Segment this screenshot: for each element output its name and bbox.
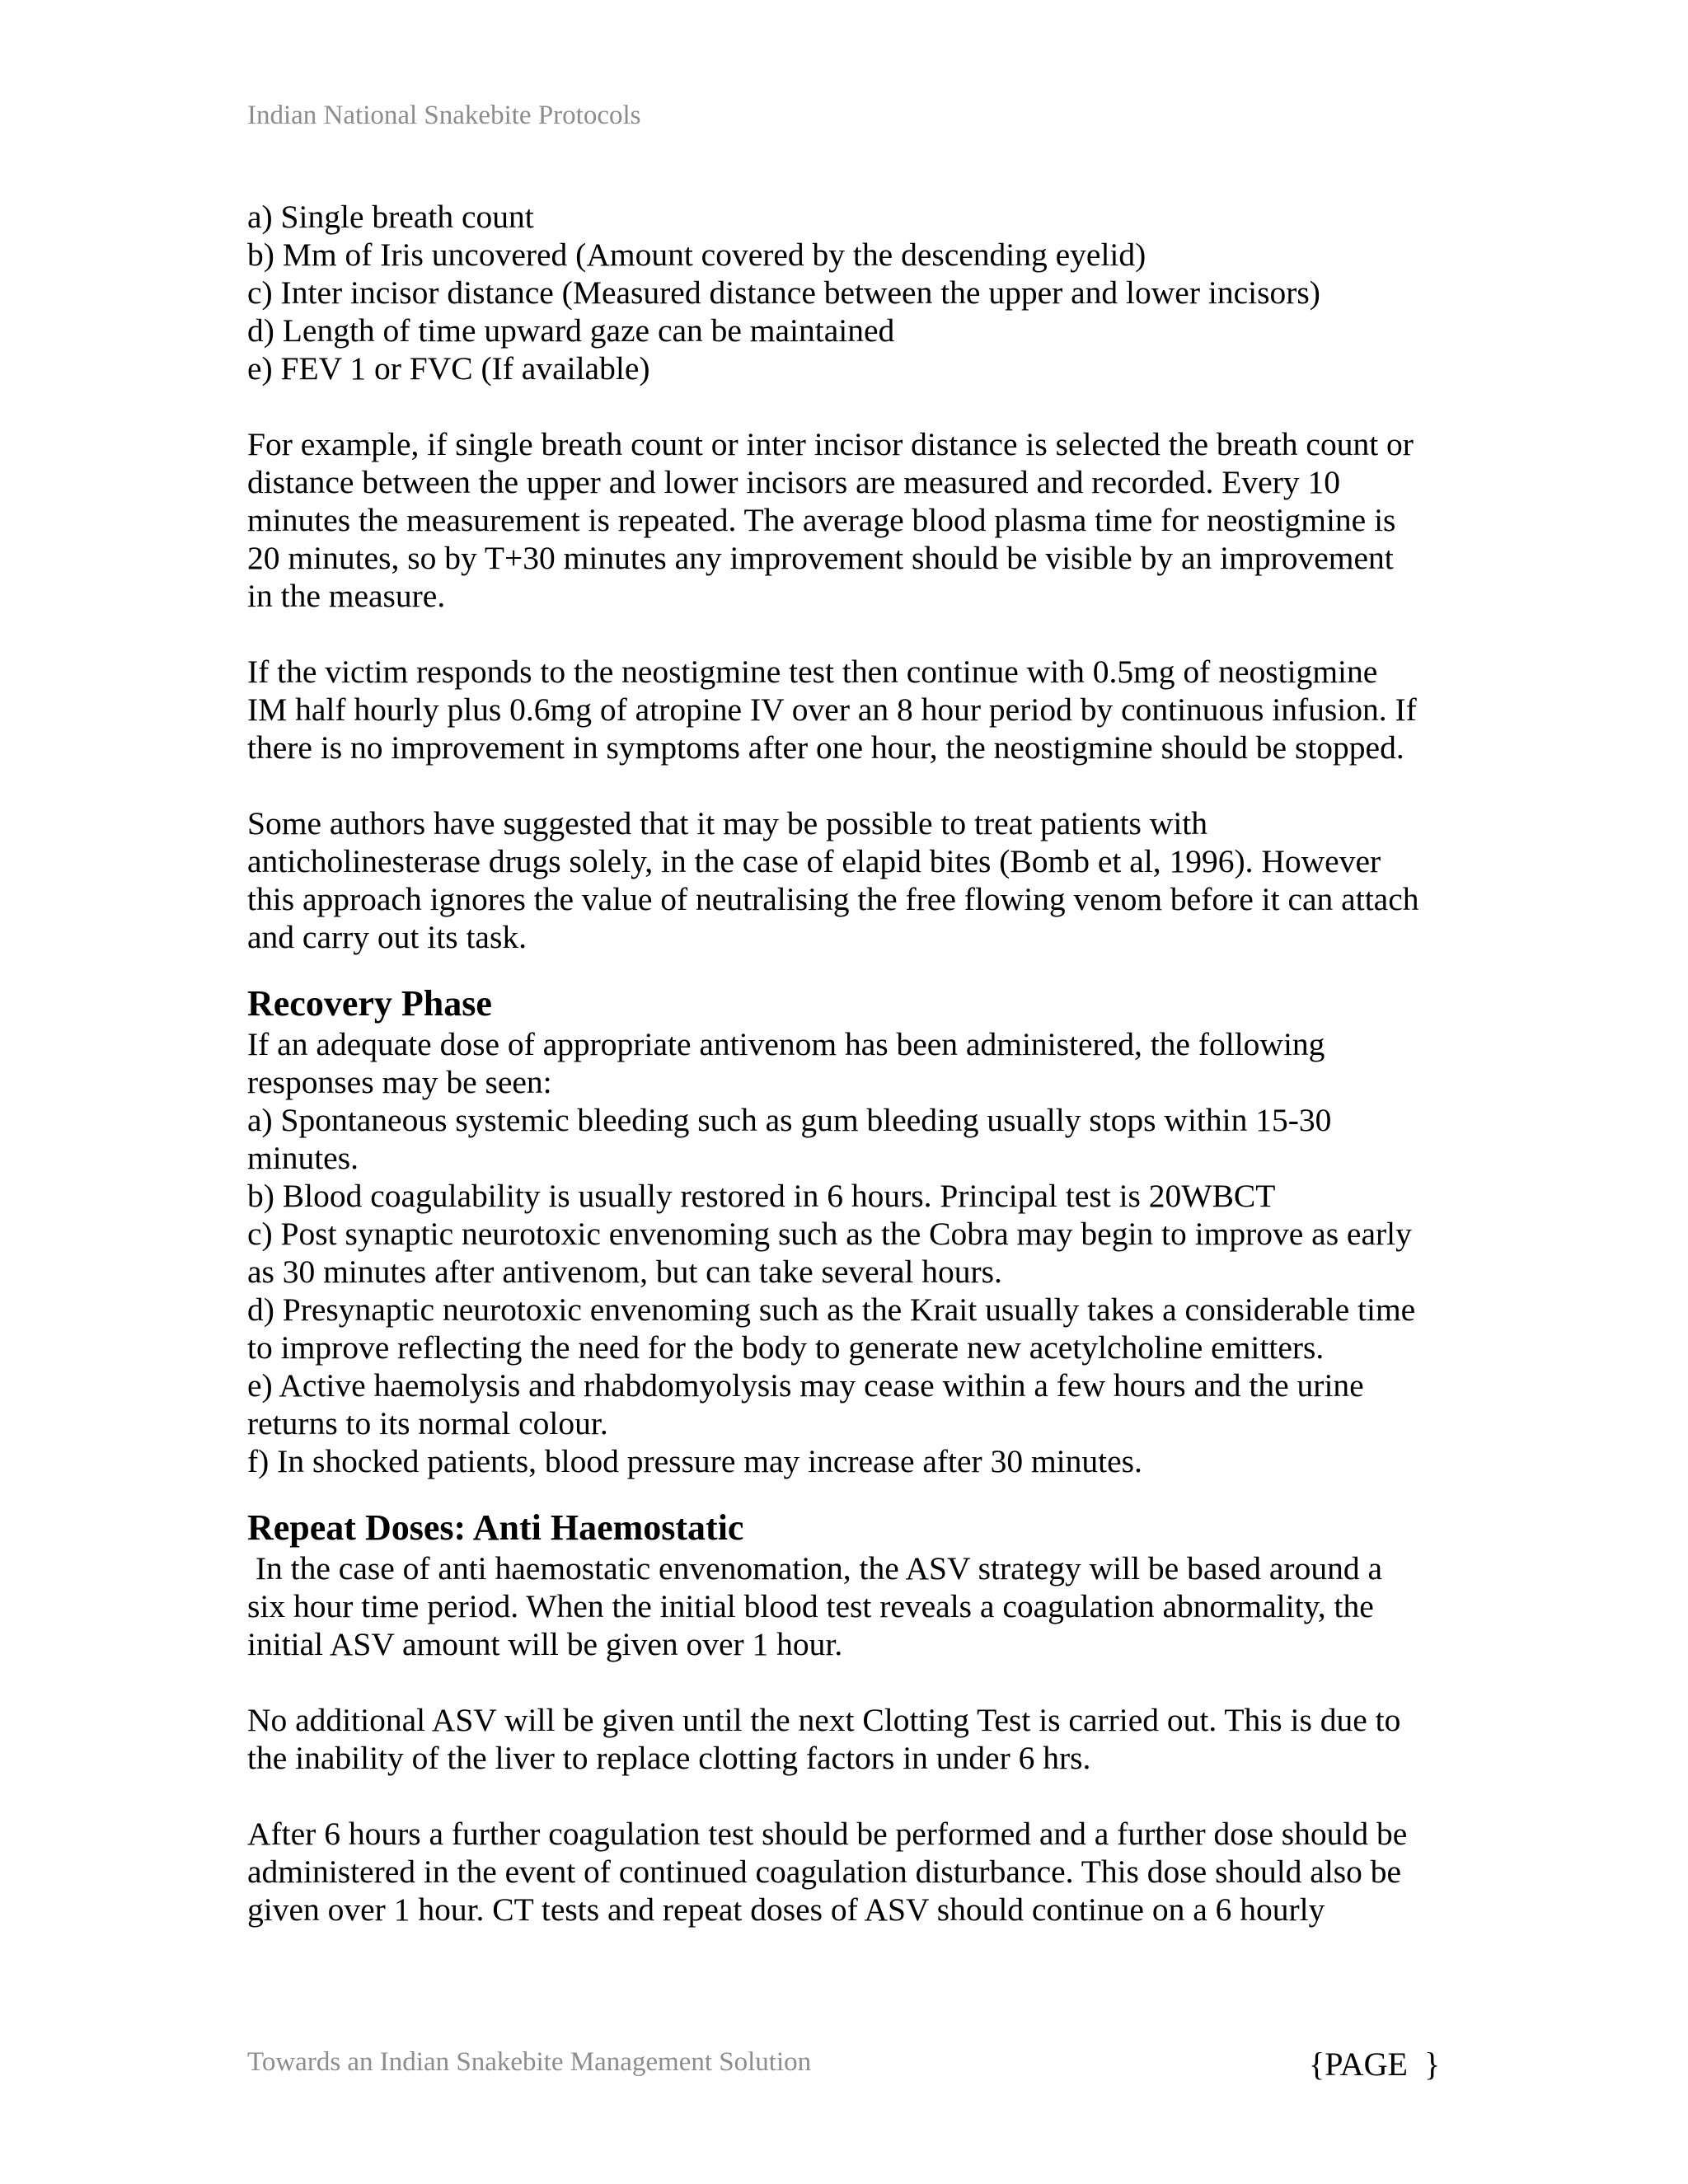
- list-item: minutes.: [247, 1140, 359, 1176]
- section-repeat-doses: [247, 1507, 1459, 1929]
- paragraph-example: [247, 425, 1459, 615]
- paragraph-line: six hour time period. When the initial blood test reveals a coagulation abnormality, the: [247, 1588, 1374, 1624]
- list-item: d) Length of time upward gaze can be maintained: [247, 312, 895, 349]
- paragraph-line: anticholinesterase drugs solely, in the case of elapid bites (Bomb et al, 1996). However: [247, 843, 1381, 879]
- list-item: e) Active haemolysis and rhabdomyolysis may cease within a few hours and the urine: [247, 1367, 1364, 1404]
- paragraph-line: distance between the upper and lower incisors are measured and recorded. Every 10: [247, 464, 1340, 500]
- paragraph-line: administered in the event of continued coagulation disturbance. This dose should also be: [247, 1854, 1402, 1890]
- section-heading: Repeat Doses: Anti Haemostatic: [247, 1507, 744, 1548]
- list-item: returns to its normal colour.: [247, 1405, 608, 1441]
- paragraph-neostigmine: [247, 653, 1459, 766]
- paragraph-line: No additional ASV will be given until the next Clotting Test is carried out. This is due to: [247, 1702, 1401, 1738]
- list-item: a) Single breath count: [247, 199, 534, 235]
- paragraph-line: If the victim responds to the neostigmine test then continue with 0.5mg of neostigmine: [247, 654, 1378, 690]
- list-item: a) Spontaneous systemic bleeding such as gum bleeding usually stops within 15-30: [247, 1102, 1332, 1138]
- paragraph-line: given over 1 hour. CT tests and repeat doses of ASV should continue on a 6 hourly: [247, 1891, 1325, 1928]
- section-heading: Recovery Phase: [247, 983, 492, 1024]
- paragraph-line: In the case of anti haemostatic envenomation, the ASV strategy will be based around a: [247, 1550, 1382, 1586]
- section-recovery: [247, 982, 1459, 1480]
- paragraph-line: and carry out its task.: [247, 919, 527, 955]
- paragraph-line: minutes the measurement is repeated. The average blood plasma time for neostigmine is: [247, 502, 1396, 538]
- paragraph-line: IM half hourly plus 0.6mg of atropine IV over an 8 hour period by continuous infusion. If: [247, 691, 1417, 728]
- paragraph-line: For example, if single breath count or inter incisor distance is selected the breath count or: [247, 426, 1414, 462]
- list-item: c) Post synaptic neurotoxic envenoming such as the Cobra may begin to improve as early: [247, 1216, 1412, 1252]
- running-footer: Towards an Indian Snakebite Management Solution: [247, 2047, 812, 2077]
- paragraph-line: there is no improvement in symptoms after one hour, the neostigmine should be stopped.: [247, 729, 1404, 766]
- page-number-field: {PAGE }: [1309, 2046, 1441, 2083]
- measures-list: [247, 198, 1459, 387]
- list-item: d) Presynaptic neurotoxic envenoming such as the Krait usually takes a considerable time: [247, 1291, 1416, 1328]
- list-item: b) Mm of Iris uncovered (Amount covered by the descending eyelid): [247, 237, 1146, 273]
- paragraph-line: If an adequate dose of appropriate antivenom has been administered, the following: [247, 1026, 1325, 1062]
- list-item: e) FEV 1 or FVC (If available): [247, 350, 650, 387]
- list-item: as 30 minutes after antivenom, but can take several hours.: [247, 1254, 1002, 1290]
- paragraph-line: this approach ignores the value of neutralising the free flowing venom before it can attach: [247, 881, 1419, 917]
- page-body: [247, 198, 1459, 1929]
- list-item: b) Blood coagulability is usually restored in 6 hours. Principal test is 20WBCT: [247, 1178, 1276, 1214]
- paragraph-line: After 6 hours a further coagulation test should be performed and a further dose should be: [247, 1816, 1408, 1852]
- paragraph-line: responses may be seen:: [247, 1064, 552, 1100]
- paragraph-line: 20 minutes, so by T+30 minutes any improvement should be visible by an improvement: [247, 540, 1394, 576]
- paragraph-line: in the measure.: [247, 578, 446, 614]
- list-item: to improve reflecting the need for the body to generate new acetylcholine emitters.: [247, 1329, 1325, 1366]
- paragraph-line: Some authors have suggested that it may be possible to treat patients with: [247, 805, 1208, 841]
- paragraph-line: the inability of the liver to replace clotting factors in under 6 hrs.: [247, 1740, 1091, 1776]
- list-item: f) In shocked patients, blood pressure may increase after 30 minutes.: [247, 1443, 1142, 1479]
- running-header: Indian National Snakebite Protocols: [247, 101, 641, 130]
- paragraph-authors: [247, 804, 1459, 956]
- paragraph-line: initial ASV amount will be given over 1 hour.: [247, 1626, 843, 1662]
- list-item: c) Inter incisor distance (Measured distance between the upper and lower incisors): [247, 274, 1320, 311]
